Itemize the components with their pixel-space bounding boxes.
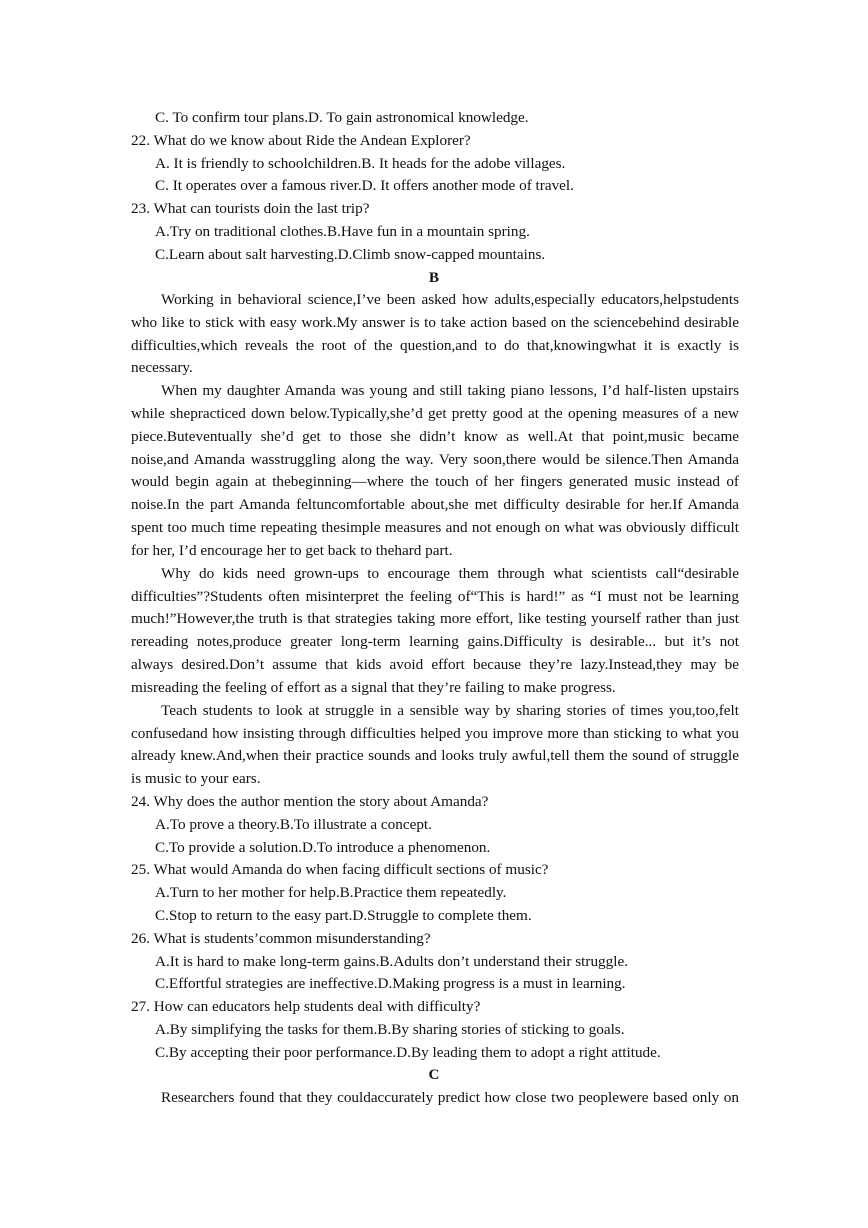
q22-options-ab: A. It is friendly to schoolchildren.B. It heads for the adobe villages. — [155, 155, 566, 172]
q22-options-cd: C. It operates over a famous river.D. It offers another mode of travel. — [155, 177, 574, 194]
paragraph-line: difficulties,which reveals the root of the question,and to do that,knowingwhat it is exactly is — [131, 337, 739, 354]
paragraph-line: rereading notes,produce greater long-term learning gains.Difficulty is desirable... but it’s not — [131, 633, 739, 650]
q24-options-cd: C.To provide a solution.D.To introduce a phenomenon. — [155, 839, 491, 856]
paragraph-line: would begin again at thebeginning—where the touch of her fingers generated music instead of — [131, 473, 739, 490]
q26-stem: 26. What is students’common misunderstanding? — [131, 930, 431, 947]
q26-options-cd: C.Effortful strategies are ineffective.D.Making progress is a must in learning. — [155, 975, 626, 992]
paragraph-line: while shepracticed down below.Typically,she’d get pretty good at the opening measures of a new — [131, 405, 739, 422]
section-c-heading: C — [428, 1066, 440, 1083]
q24-stem: 24. Why does the author mention the story about Amanda? — [131, 793, 489, 810]
q21-options-cd: C. To confirm tour plans.D. To gain astronomical knowledge. — [155, 109, 529, 126]
paragraph-line: When my daughter Amanda was young and still taking piano lessons, I’d half-listen upstairs — [161, 382, 739, 399]
paragraph-line: for her, I’d encourage her to get back to thehard part. — [131, 542, 453, 559]
q25-options-ab: A.Turn to her mother for help.B.Practice them repeatedly. — [155, 884, 507, 901]
paragraph-line: noise.In the part Amanda feltuncomfortable about,she met difficulty desirable for her.If Amanda — [131, 496, 739, 513]
paragraph-line: misreading the feeling of effort as a signal that they’re failing to make progress. — [131, 679, 616, 696]
q23-options-ab: A.Try on traditional clothes.B.Have fun in a mountain spring. — [155, 223, 530, 240]
paragraph-line: who like to stick with easy work.My answer is to take action based on the sciencebehind desirable — [131, 314, 739, 331]
paragraph-line: much!”However,the truth is that strategies taking more effort, like testing yourself rather than just — [131, 610, 739, 627]
paragraph-line: Working in behavioral science,I’ve been asked how adults,especially educators,helpstudents — [161, 291, 739, 308]
section-b-heading: B — [428, 269, 440, 286]
paragraph-line: difficulties”?Students often misinterpret the feeling of“This is hard!” as “I must not be learning — [131, 588, 739, 605]
paragraph-line: noise,and Amanda wasstruggling along the way. Very soon,there would be silence.Then Amanda — [131, 451, 739, 468]
paragraph-line: Why do kids need grown-ups to encourage them through what scientists call“desirable — [161, 565, 739, 582]
paragraph-line: is music to your ears. — [131, 770, 261, 787]
paragraph-line: always desired.Don’t assume that kids avoid effort because they’re lazy.Instead,they may be — [131, 656, 739, 673]
q23-stem: 23. What can tourists doin the last trip? — [131, 200, 370, 217]
paragraph-line: Teach students to look at struggle in a sensible way by sharing stories of times you,too,felt — [161, 702, 739, 719]
q23-options-cd: C.Learn about salt harvesting.D.Climb snow-capped mountains. — [155, 246, 546, 263]
paragraph-line: confusedand how insisting through difficulties helped you improve more than sticking to what you — [131, 725, 739, 742]
q27-options-cd: C.By accepting their poor performance.D.By leading them to adopt a right attitude. — [155, 1044, 661, 1061]
q25-stem: 25. What would Amanda do when facing difficult sections of music? — [131, 861, 549, 878]
paragraph-line: Researchers found that they couldaccurately predict how close two peoplewere based only on — [161, 1089, 739, 1106]
q27-options-ab: A.By simplifying the tasks for them.B.By sharing stories of sticking to goals. — [155, 1021, 625, 1038]
q26-options-ab: A.It is hard to make long-term gains.B.Adults don’t understand their struggle. — [155, 953, 628, 970]
paragraph-line: already knew.And,when their practice sounds and looks truly awful,tell them the sound of struggle — [131, 747, 739, 764]
q27-stem: 27. How can educators help students deal with difficulty? — [131, 998, 481, 1015]
paragraph-line: spent too much time repeating thesimple measures and not enough on what was obviously difficult — [131, 519, 739, 536]
q22-stem: 22. What do we know about Ride the Andean Explorer? — [131, 132, 471, 149]
paragraph-line: necessary. — [131, 359, 193, 376]
paragraph-line: piece.Buteventually she’d get to those she didn’t know as well.At that point,music became — [131, 428, 739, 445]
q24-options-ab: A.To prove a theory.B.To illustrate a concept. — [155, 816, 432, 833]
q25-options-cd: C.Stop to return to the easy part.D.Struggle to complete them. — [155, 907, 532, 924]
